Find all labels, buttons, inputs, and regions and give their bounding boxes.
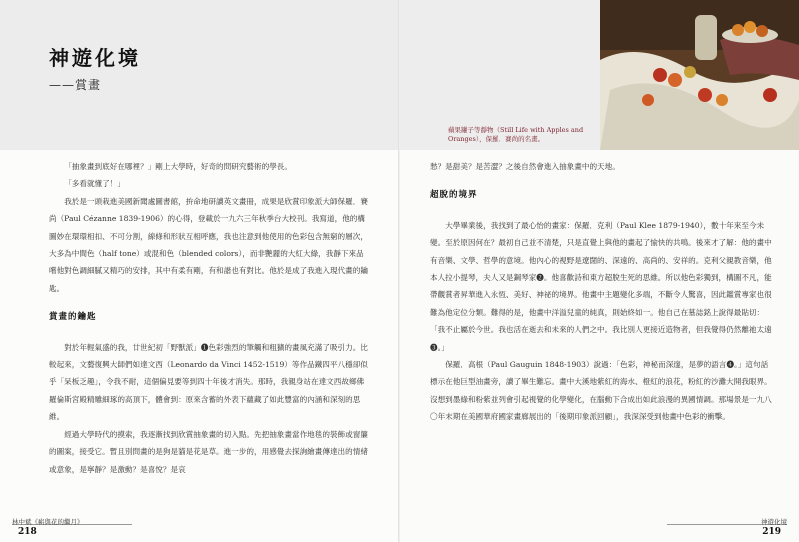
paragraph: 對於年輕氣盛的我，廿世紀初「野獸派」❶色彩強烈的筆觸和粗獷的畫風充滿了吸引力。比較起來，文藝復興大師們如達文西（Leonardo da Vinci 1452-1519）等作品鐵四平八穩卻似乎「呆板乏趣」，令我不耐，這個偏見要等到四十年後才消失。那時，我親身站在達文西故鄉佛羅倫斯宮殿精雕細琢的高頂下，體會到：原來含蓄的外表下蘊藏了如此豐富的內涵和深刻的思維。 — [49, 342, 368, 422]
running-footer: 神遊化境 — [761, 518, 787, 526]
still-life-painting — [600, 0, 799, 150]
running-footer: 林中斌《嶄與花的繼月》 — [12, 518, 84, 526]
section-heading: 賞畫的鑰匙 — [49, 312, 97, 323]
paragraph: 經過大學時代的摸索，我逐漸找到欣賞抽象畫的切入點。先把抽象畫當作地毯的裝飾或窗簾的圖案，接受它。暫且別問畫的是狗是貓是花是草。進一步的，用感覺去探詢繪畫傳達出的情緒或意象，是寧靜？是激動？是喜悅？是哀 — [49, 429, 368, 474]
left-body-text — [49, 158, 369, 478]
paragraph: 大學畢業後，我找到了最心怡的畫家：保羅．克利（Paul Klee 1879-1940），數十年來至今未變。至於原因何在？最初自己並不清楚，只是直覺上與他的畫起了愉快的共鳴。後來才了解：他的畫中有音樂、文學、哲學的意境。他內心的視野是遼闊的、深遠的、高尚的、安祥的。克利父親教音樂，他本人拉小提琴，夫人又是鋼琴家❷。他喜歡詩和東方超脫生死的思維。所以他色彩獨到，構圖不凡，能帶觀賞者昇華進入永恆、美好、神祕的境界。他畫中主題變化多端，不斷令人驚喜，因此鑑賞專家也很難為他定位分類。難得的是，他畫中洋溢兒童的純真，則始終如一。他自己在墓誌銘上說得最貼切：「我不止屬於今世。我也活在逝去和未來的人們之中。我比別人更接近造物者，但我覺得仍然離祂太遠❸。」 — [430, 220, 772, 352]
right-page — [400, 0, 799, 542]
paragraph: 愁？是甜美？是苦澀？之後自然會進入抽象畫中的天地。 — [430, 162, 620, 171]
section-heading: 超脫的境界 — [430, 190, 478, 201]
paragraph: 保羅．高根（Paul Gauguin 1848-1903）說過：「色彩，神秘而深邃，是夢的語言❹。」這句話標示在他巨型油畫旁，讀了畢生難忘。畫中大溪地紫紅的海水、橙紅的浪花，粉紅的沙灘大開我眼界。沒想到墨綠和粉紫並列會引起視覺的化學變化，在腦動下合成出如此浪漫的異國情調。那場景是一九八〇年末期在美國華府國家畫廊展出的「後期印象派回顧」，我深深受到他畫中色彩的衝擊。 — [430, 360, 772, 422]
paragraph: 「多看就懂了！」 — [64, 179, 125, 189]
painting-caption: 蘋果罐子等靜物（Still Life with Apples and Oranges），保羅．賽尚的名畫。 — [448, 126, 584, 143]
page-number: 219 — [762, 527, 781, 537]
chapter-header — [0, 0, 399, 150]
right-body-text — [430, 158, 775, 426]
paragraph: 我於是一頭栽進美國新聞處圖書館，拚命地研讀英文畫冊，成果是欣賞印象派大師保羅．賽尚（Paul Cézanne 1839-1906）的心得，登載於一九六三年秋季台大校刊。我寫道，他的構圖妙在環環相扣、不可分割，線條和形狀互相呼應，我也注意到他使用的色彩包含無窮的層次，大多為中間色（half tone）或混和色（blended colors），而非艷麗的大紅大綠，我靜下來品嚐他對色調細膩又精巧的安排，其中有柔有剛，有和諧也有對比。他於是成了我進入現代畫的鑰匙。 — [49, 196, 368, 293]
page-number: 218 — [18, 527, 37, 537]
chapter-subtitle: ——賞畫 — [49, 78, 102, 92]
image-header — [400, 0, 799, 150]
paragraph: 「抽象畫到底好在哪裡？」剛上大學時，好奇的問研究藝術的學長。 — [64, 162, 292, 171]
left-page — [0, 0, 399, 542]
painting-image — [600, 0, 799, 150]
chapter-title: 神遊化境 — [49, 46, 141, 70]
